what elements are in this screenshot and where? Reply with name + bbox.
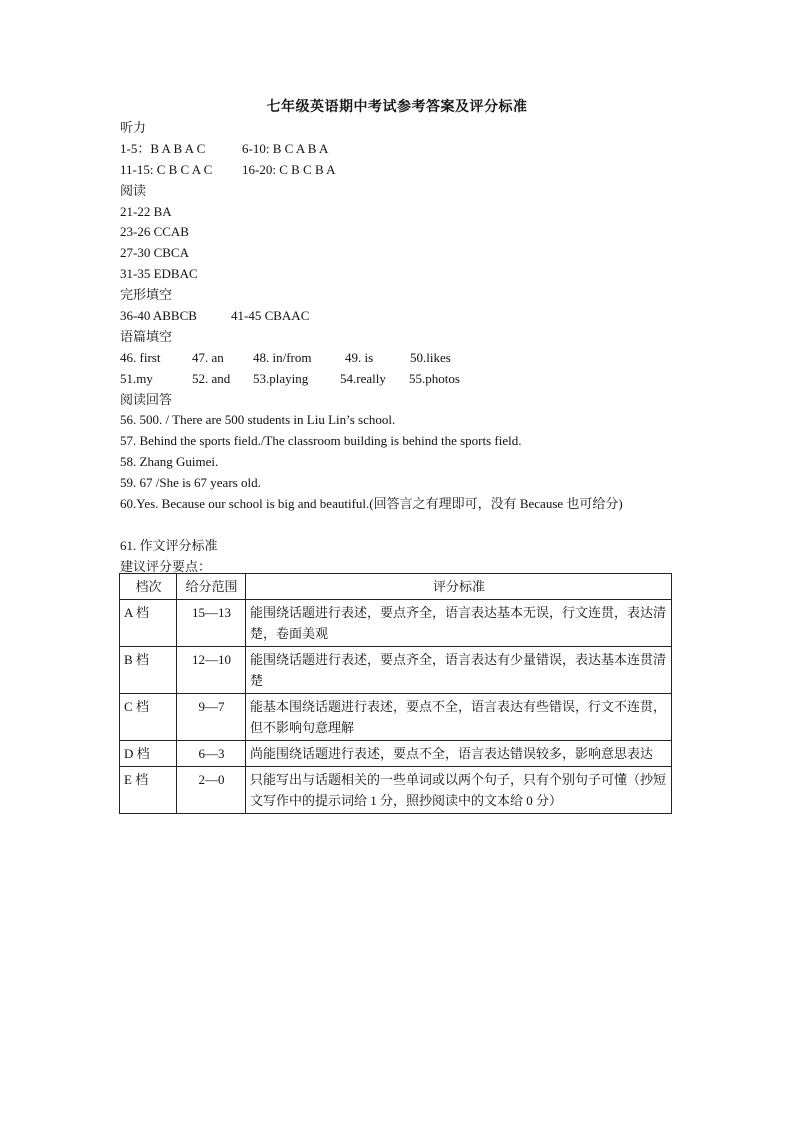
table-row xyxy=(120,767,672,814)
answer-line: 27-30 CBCA xyxy=(120,245,189,261)
passage-fill-heading: 语篇填空 xyxy=(120,328,173,344)
table-row xyxy=(120,647,672,694)
answer-item: 52. and xyxy=(192,370,231,386)
criteria-cell: 尚能围绕话题进行表述，要点不全，语言表达错误较多，影响意思表达 xyxy=(246,741,672,767)
answer-line: 59. 67 /She is 67 years old. xyxy=(120,475,261,491)
table-header-row xyxy=(120,574,672,600)
grade-cell: B 档 xyxy=(120,647,177,694)
answer-group: 11-15: C B C A C xyxy=(120,161,213,177)
column-header: 档次 xyxy=(120,574,177,600)
answer-line: 56. 500. / There are 500 students in Liu Lin’s school. xyxy=(120,412,396,428)
passage-fill-row-2 xyxy=(120,369,720,390)
scoring-rubric-table xyxy=(119,573,672,814)
reading-heading: 阅读 xyxy=(120,182,147,198)
answer-item: 48. in/from xyxy=(253,349,312,365)
answer-group: 6-10: B C A B A xyxy=(242,140,329,156)
column-header: 评分标准 xyxy=(246,574,672,600)
answer-item: 53.playing xyxy=(253,370,309,386)
writing-subheading: 建议评分要点： xyxy=(120,558,212,574)
score-range-cell: 15—13 xyxy=(177,600,246,647)
score-range-cell: 2—0 xyxy=(177,767,246,814)
answer-group: 41-45 CBAAC xyxy=(231,308,310,324)
answer-item: 51.my xyxy=(120,370,153,386)
page-title: 七年级英语期中考试参考答案及评分标准 xyxy=(266,100,528,115)
answer-line: 57. Behind the sports field./The classroom building is behind the sports field. xyxy=(120,433,522,449)
reading-answer-heading: 阅读回答 xyxy=(120,391,173,407)
grade-cell: A 档 xyxy=(120,600,177,647)
answer-item: 55.photos xyxy=(409,370,460,386)
table-row xyxy=(120,694,672,741)
writing-heading: 61. 作文评分标准 xyxy=(120,537,218,553)
grade-cell: C 档 xyxy=(120,694,177,741)
grade-cell: E 档 xyxy=(120,767,177,814)
listening-row-1 xyxy=(120,139,720,160)
score-range-cell: 9—7 xyxy=(177,694,246,741)
column-header: 给分范围 xyxy=(177,574,246,600)
criteria-cell: 只能写出与话题相关的一些单词或以两个句子，只有个别句子可懂（抄短文写作中的提示词给 1 分，照抄阅读中的文本给 0 分） xyxy=(246,767,672,814)
answer-item: 49. is xyxy=(345,349,374,365)
passage-fill-row-1 xyxy=(120,348,720,369)
answer-line: 60.Yes. Because our school is big and beautiful.(回答言之有理即可，没有 Because 也可给分) xyxy=(120,496,623,512)
criteria-cell: 能围绕话题进行表述，要点齐全，语言表达有少量错误，表达基本连贯清楚 xyxy=(246,647,672,694)
answer-item: 47. an xyxy=(192,349,224,365)
answer-section xyxy=(120,118,720,578)
table-row xyxy=(120,741,672,767)
listening-heading: 听力 xyxy=(120,120,147,135)
score-range-cell: 6—3 xyxy=(177,741,246,767)
answer-item: 50.likes xyxy=(410,349,451,365)
score-range-cell: 12—10 xyxy=(177,647,246,694)
criteria-cell: 能围绕话题进行表述，要点齐全，语言表达基本无误，行文连贯，表达清楚，卷面美观 xyxy=(246,600,672,647)
grade-cell: D 档 xyxy=(120,741,177,767)
cloze-row xyxy=(120,306,720,327)
answer-group: 36-40 ABBCB xyxy=(120,308,197,324)
answer-line: 21-22 BA xyxy=(120,203,172,219)
answer-line: 58. Zhang Guimei. xyxy=(120,454,219,470)
cloze-heading: 完形填空 xyxy=(120,287,173,303)
answer-group: 1-5：B A B A C xyxy=(120,140,206,156)
answer-line: 31-35 EDBAC xyxy=(120,266,198,282)
answer-line: 23-26 CCAB xyxy=(120,224,189,240)
criteria-cell: 能基本围绕话题进行表述，要点不全，语言表达有些错误，行文不连贯，但不影响句意理解 xyxy=(246,694,672,741)
table-row xyxy=(120,600,672,647)
answer-item: 46. first xyxy=(120,349,161,365)
listening-row-2 xyxy=(120,160,720,181)
answer-item: 54.really xyxy=(340,370,386,386)
answer-group: 16-20: C B C B A xyxy=(242,161,336,177)
